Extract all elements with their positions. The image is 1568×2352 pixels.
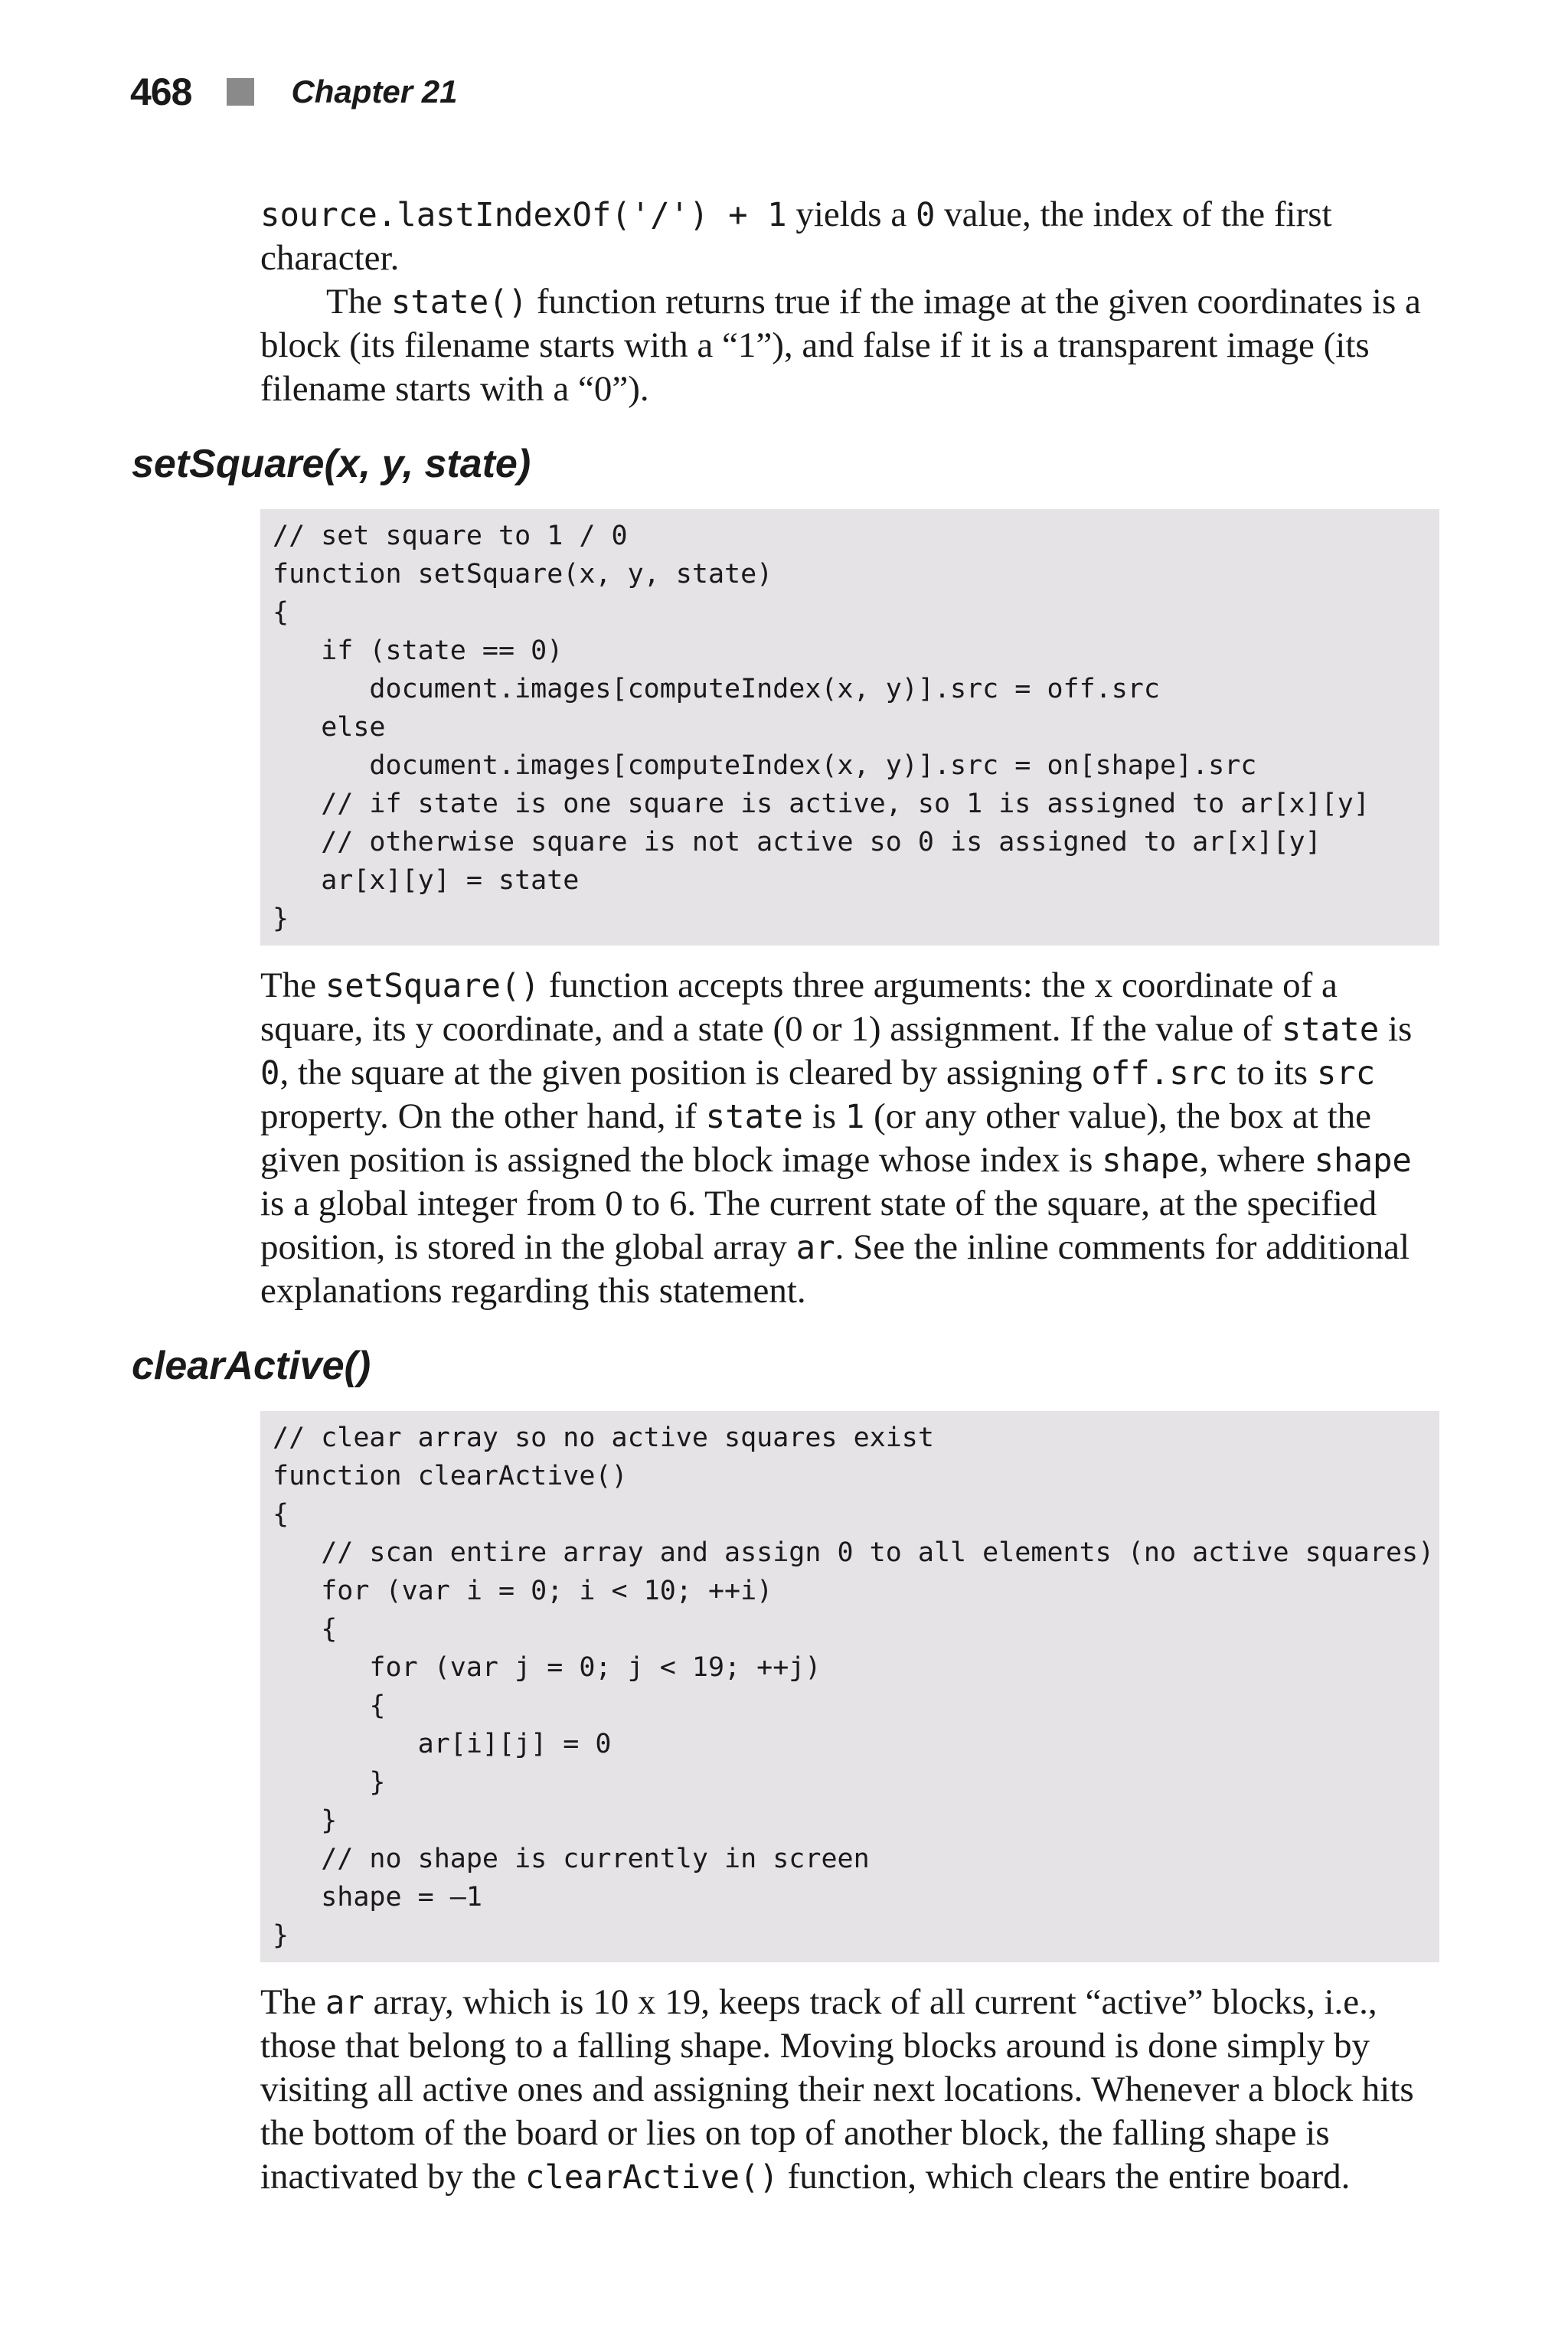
inline-code: ar: [795, 1229, 835, 1266]
code-line: if (state == 0): [273, 635, 564, 666]
paragraph-text: array, which is 10 x 19, keeps track of all current “active” blocks, i.e., those that belong to a falling shape. Moving blocks around is done simply by visiting all active ones and assigning their next locations. Whenever a block hits the bottom of the board or lies on top of another block, the falling shape is inactivated by the: [260, 1982, 1414, 2197]
code-line: {: [273, 1499, 289, 1530]
code-line: }: [273, 903, 289, 934]
chapter-label: Chapter 21: [291, 74, 458, 109]
code-line: }: [273, 1767, 386, 1798]
section-heading-clearactive: clearActive(): [132, 1344, 371, 1388]
inline-code: src: [1316, 1054, 1376, 1092]
intro-paragraph-2: [260, 280, 1439, 411]
code-line: document.images[computeIndex(x, y)].src = off.src: [273, 674, 1160, 704]
section-heading-setsquare: setSquare(x, y, state): [132, 442, 531, 486]
header-square-marker: [227, 78, 254, 106]
inline-code: state: [705, 1098, 803, 1135]
code-line: document.images[computeIndex(x, y)].src = on[shape].src: [273, 750, 1257, 781]
code-block-clearactive: [260, 1411, 1439, 1962]
code-line: }: [273, 1805, 338, 1836]
code-line: {: [273, 1690, 386, 1721]
page-number: 468: [130, 70, 192, 113]
inline-code: off.src: [1091, 1054, 1228, 1092]
code-line: // if state is one square is active, so 1 is assigned to ar[x][y]: [273, 789, 1370, 819]
clearactive-description: [260, 1981, 1439, 2199]
code-line: // no shape is currently in screen: [273, 1844, 870, 1874]
code-line: // set square to 1 / 0: [273, 521, 628, 551]
code-line: for (var j = 0; j < 19; ++j): [273, 1652, 822, 1683]
code-line: ar[i][j] = 0: [273, 1729, 612, 1759]
code-line: function clearActive(): [273, 1461, 628, 1491]
paragraph-text: yields a: [786, 194, 916, 234]
inline-code: source.lastIndexOf('/') + 1: [260, 196, 787, 234]
code-line: // clear array so no active squares exist: [273, 1423, 934, 1453]
paragraph-text: The: [260, 965, 325, 1005]
code-block-setsquare: [260, 509, 1439, 946]
inline-code: 1: [844, 1098, 865, 1135]
paragraph-text: value, the index of the first character.: [260, 194, 1332, 278]
inline-code: shape: [1314, 1142, 1412, 1179]
inline-code: state(): [390, 283, 528, 321]
code-line: shape = –1: [273, 1882, 482, 1913]
code-line: ar[x][y] = state: [273, 865, 580, 896]
paragraph-text: function, which clears the entire board.: [778, 2157, 1351, 2197]
code-line: {: [273, 1614, 338, 1645]
inline-code: clearActive(): [524, 2158, 779, 2196]
paragraph-text: , the square at the given position is cleared by assigning: [279, 1053, 1092, 1093]
code-line: {: [273, 597, 289, 628]
paragraph-text: property. On the other hand, if: [260, 1096, 706, 1136]
code-line: }: [273, 1920, 289, 1951]
code-line: // otherwise square is not active so 0 is assigned to ar[x][y]: [273, 827, 1321, 858]
code-line: for (var i = 0; i < 10; ++i): [273, 1576, 773, 1606]
code-line: else: [273, 712, 386, 743]
paragraph-text: function accepts three arguments: the x coordinate of a square, its y coordinate, and a state (0 or 1) assignment. If the value of: [260, 965, 1338, 1049]
paragraph-text: is: [803, 1096, 845, 1136]
inline-code: 0: [915, 196, 936, 234]
inline-code: setSquare(): [325, 967, 540, 1004]
paragraph-text: , where: [1199, 1140, 1315, 1180]
paragraph-text: to its: [1227, 1053, 1317, 1093]
paragraph-text: is: [1379, 1009, 1413, 1049]
inline-code: 0: [260, 1054, 280, 1092]
setsquare-description: [260, 964, 1439, 1313]
page-content: [132, 193, 1439, 2199]
code-line: // scan entire array and assign 0 to all elements (no active squares): [273, 1537, 1435, 1568]
paragraph-text: (or any other value), the box at the given position is assigned the block image whose index is: [260, 1096, 1371, 1180]
paragraph-text: The: [260, 1982, 325, 2022]
paragraph-text: . See the inline comments for additional explanations regarding this statement.: [260, 1227, 1410, 1311]
paragraph-text: The: [326, 282, 391, 322]
inline-code: ar: [325, 1984, 364, 2021]
intro-paragraph-1: [260, 193, 1439, 280]
paragraph-text: function returns true if the image at the given coordinates is a block (its filename starts with a “1”), and false if it is a transparent image (its filename starts with a “0”).: [260, 282, 1421, 409]
paragraph-text: is a global integer from 0 to 6. The current state of the square, at the specified position, is stored in the global array: [260, 1184, 1377, 1267]
inline-code: state: [1281, 1011, 1380, 1048]
code-line: function setSquare(x, y, state): [273, 559, 773, 590]
inline-code: shape: [1102, 1142, 1200, 1179]
page-header: [130, 64, 458, 119]
